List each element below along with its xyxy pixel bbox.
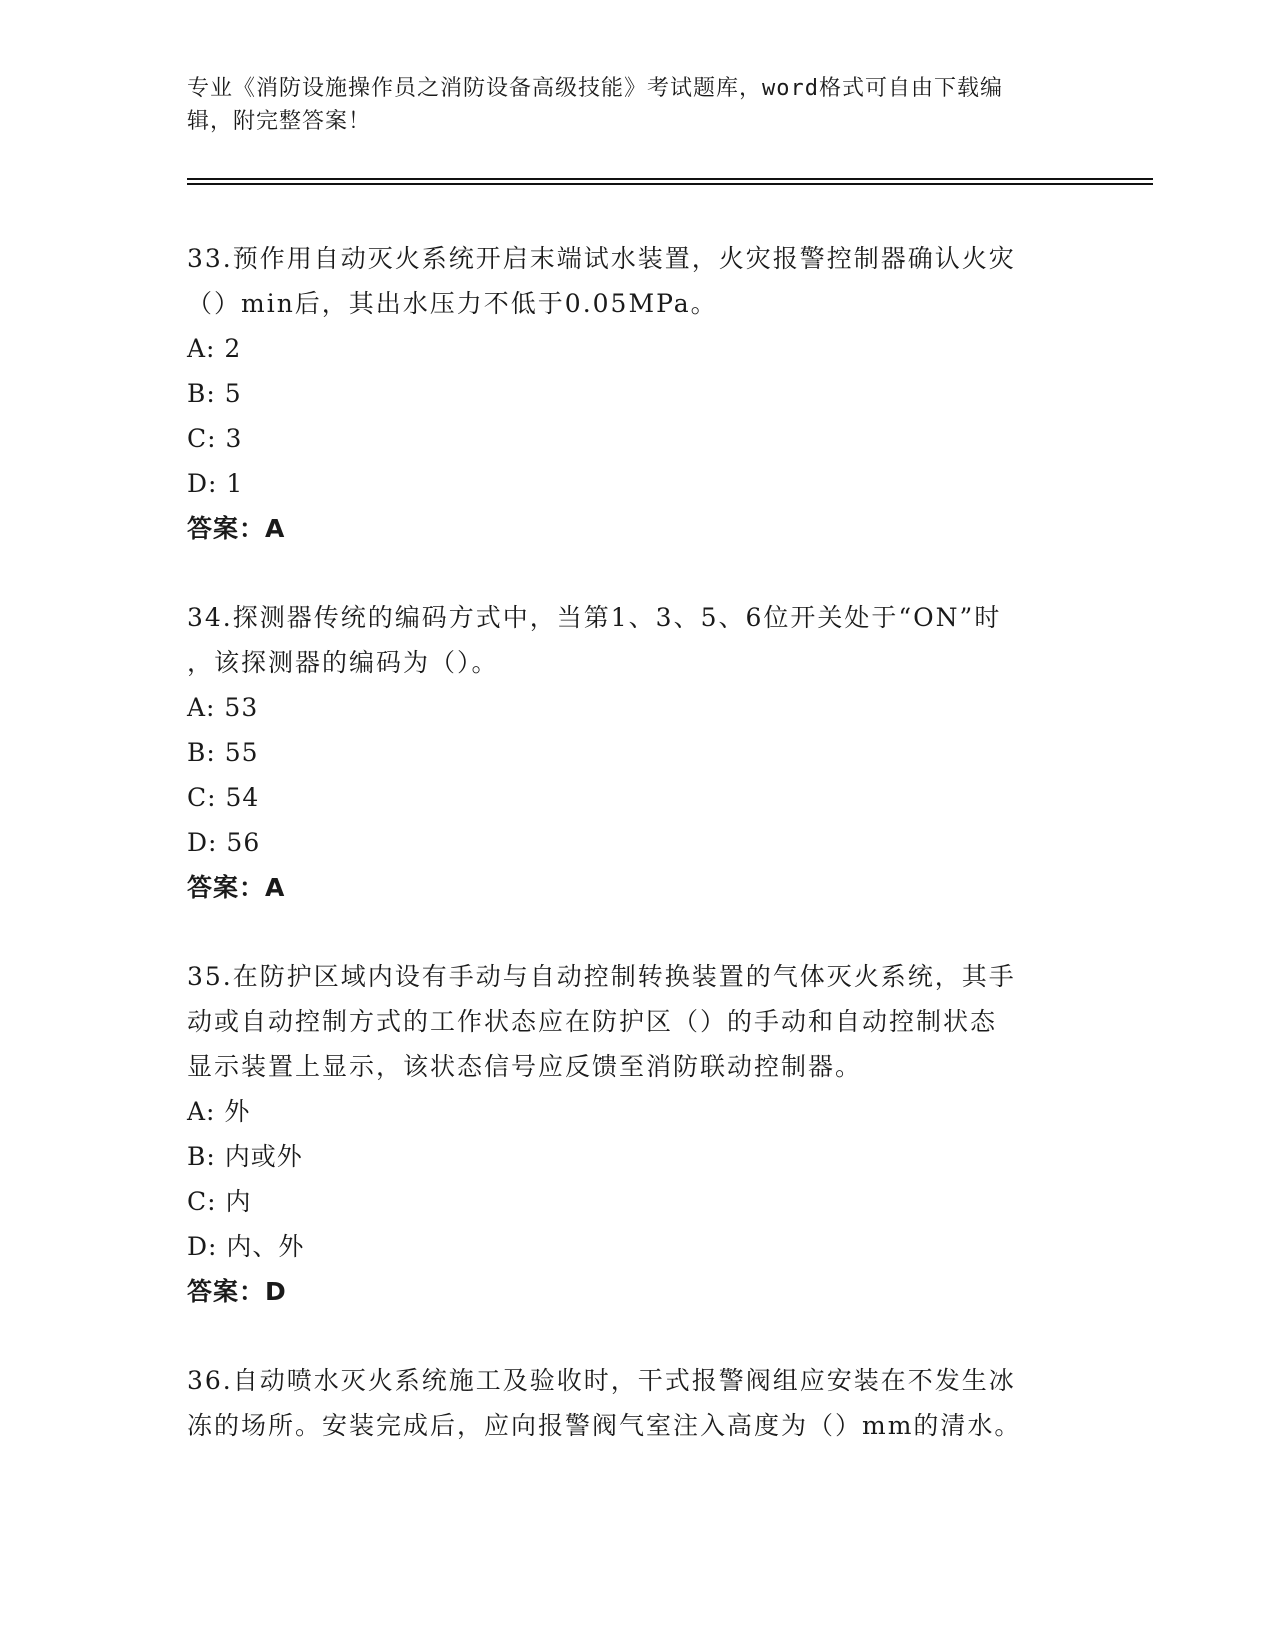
question-text-line: 34.探测器传统的编码方式中，当第1、3、5、6位开关处于“ON”时 (187, 603, 1002, 632)
question-text-line: （）min后，其出水压力不低于0.05MPa。 (187, 289, 718, 318)
question-36 (187, 1358, 1087, 1448)
option-c: C: 54 (187, 783, 260, 812)
question-35 (187, 954, 1087, 1314)
option-d: D: 56 (187, 828, 261, 857)
question-33 (187, 236, 1087, 551)
answer-line: 答案：D (187, 1277, 287, 1306)
header-line-2: 辑，附完整答案！ (187, 109, 372, 134)
question-text-line: 35.在防护区域内设有手动与自动控制转换装置的气体灭火系统，其手 (187, 962, 1016, 991)
question-text-line: 33.预作用自动灭火系统开启末端试水装置，火灾报警控制器确认火灾 (187, 244, 1016, 273)
question-text-line: ，该探测器的编码为（）。 (187, 648, 499, 677)
question-text-line: 36.自动喷水灭火系统施工及验收时，干式报警阀组应安装在不发生冰 (187, 1366, 1016, 1395)
option-a: A: 53 (187, 693, 259, 722)
question-text-line: 冻的场所。安装完成后，应向报警阀气室注入高度为（）mm的清水。 (187, 1411, 1022, 1440)
option-d: D: 内、外 (187, 1232, 305, 1261)
question-34 (187, 595, 1087, 910)
option-a: A: 2 (187, 334, 242, 363)
question-text-line: 显示装置上显示，该状态信号应反馈至消防联动控制器。 (187, 1052, 863, 1081)
option-b: B: 内或外 (187, 1142, 303, 1171)
option-b: B: 5 (187, 379, 242, 408)
answer-line: 答案：A (187, 873, 286, 902)
question-text-line: 动或自动控制方式的工作状态应在防护区（）的手动和自动控制状态 (187, 1007, 998, 1036)
option-a: A: 外 (187, 1097, 251, 1126)
option-b: B: 55 (187, 738, 259, 767)
header-divider-bottom (187, 183, 1153, 185)
document-header (187, 72, 1067, 138)
option-c: C: 内 (187, 1187, 252, 1216)
header-divider-top (187, 178, 1153, 180)
answer-line: 答案：A (187, 514, 286, 543)
option-d: D: 1 (187, 469, 244, 498)
header-line-1: 专业《消防设施操作员之消防设备高级技能》考试题库，word格式可自由下载编 (187, 76, 1003, 101)
option-c: C: 3 (187, 424, 243, 453)
question-list (187, 236, 1087, 1492)
